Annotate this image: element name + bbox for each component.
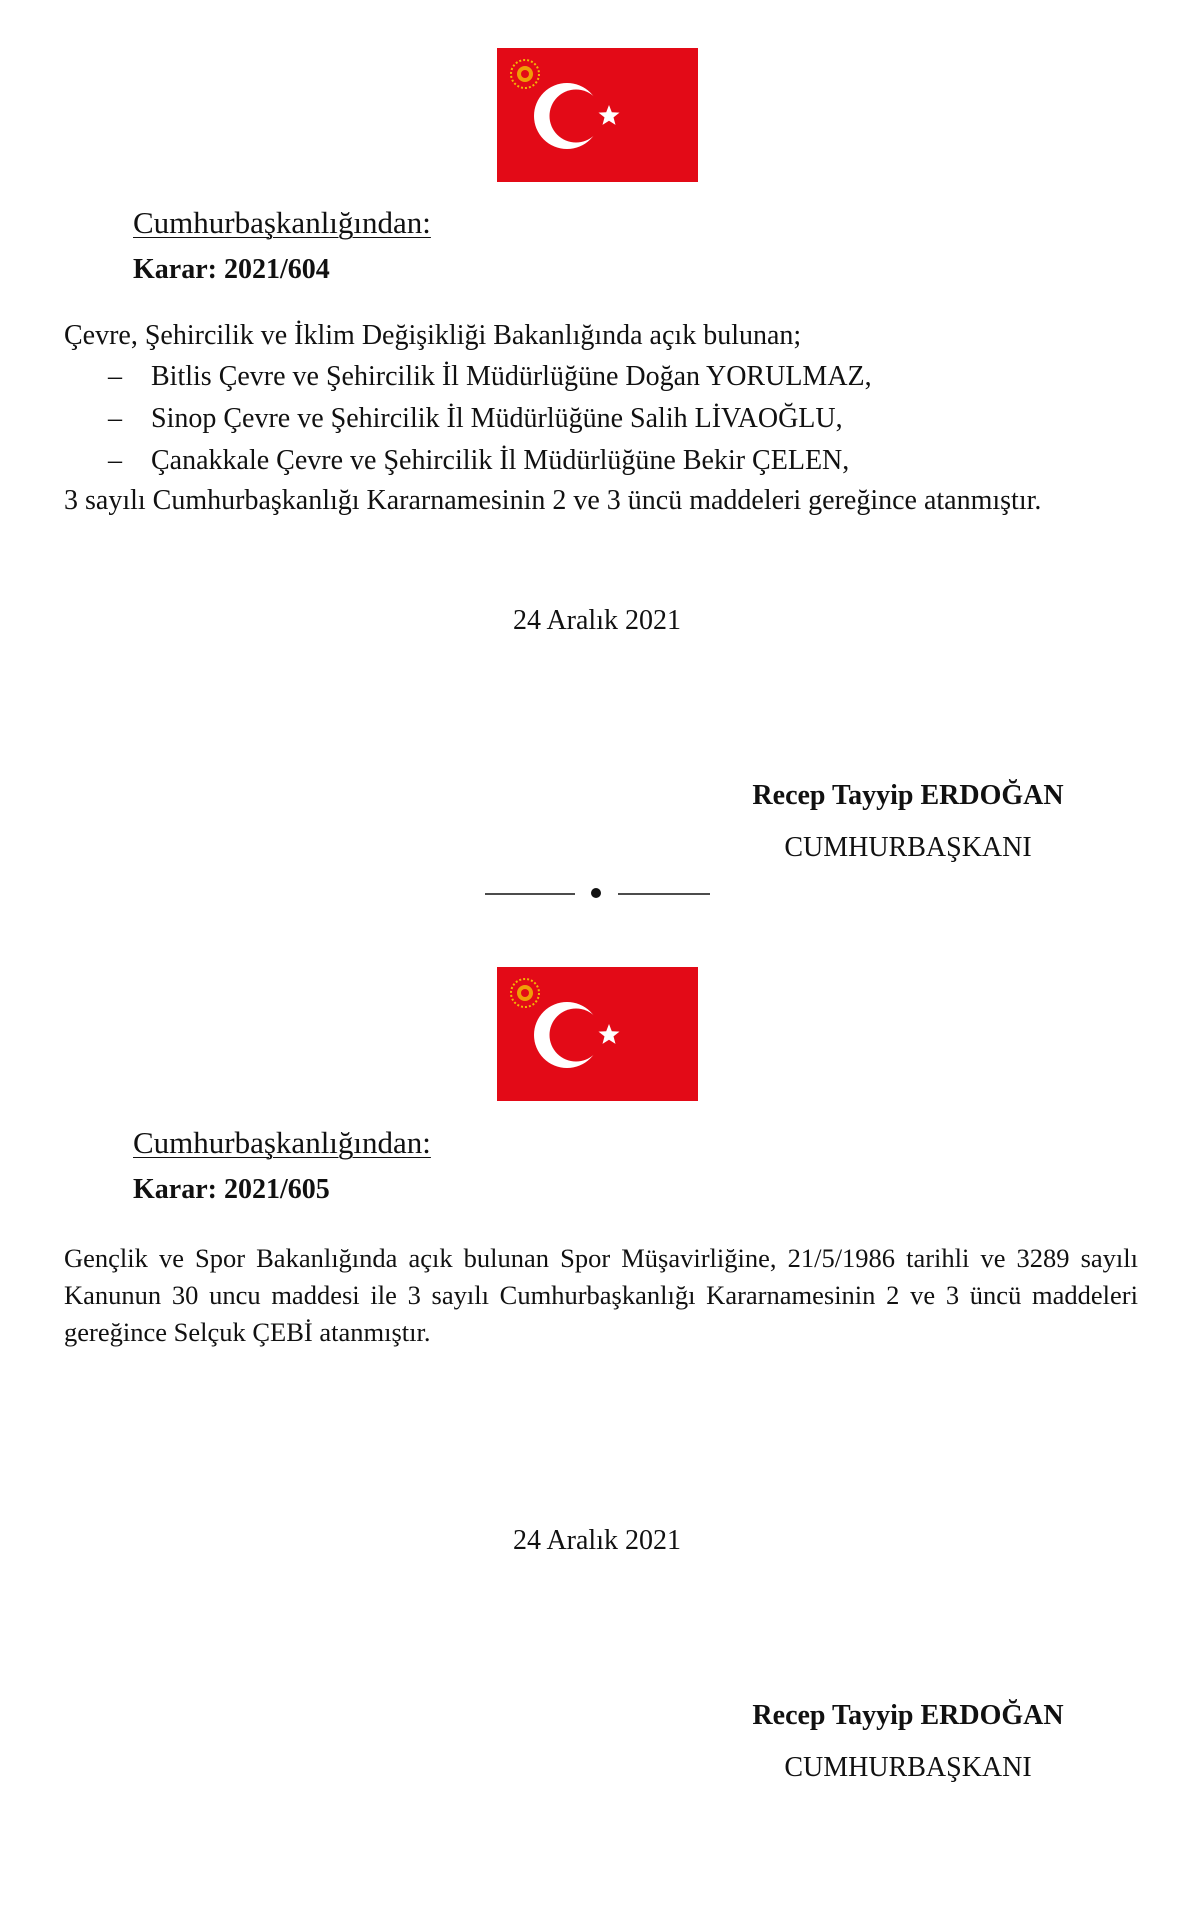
decision-2-body: Gençlik ve Spor Bakanlığında açık bulunan Spor Müşavirliğine, 21/5/1986 tarihli ve 3289 sayılı Kanunun 30 uncu maddesi ile 3 sayılı Cumhurbaşkanlığı Kararnamesinin 2 ve 3 üncü maddeleri gereğince Selçuk ÇEBİ atanmıştır. <box>64 1243 1138 1347</box>
list-dash: – <box>108 361 122 392</box>
decision-2-date: 24 Aralık 2021 <box>513 1525 681 1556</box>
section-separator <box>483 878 713 908</box>
list-item-text: Çanakkale Çevre ve Şehircilik İl Müdürlüğüne Bekir ÇELEN, <box>151 445 850 476</box>
decision-2-heading: Cumhurbaşkanlığından: <box>133 1125 431 1160</box>
decision-1-intro: Çevre, Şehircilik ve İklim Değişikliği Bakanlığında açık bulunan; <box>64 320 802 351</box>
list-item <box>108 361 872 393</box>
presidential-flag <box>497 48 698 182</box>
list-item <box>108 445 849 477</box>
decision-1-signer-title: CUMHURBAŞKANI <box>784 832 1032 863</box>
decision-2-signer-title: CUMHURBAŞKANI <box>784 1752 1032 1783</box>
decision-2-signer: Recep Tayyip ERDOĞAN <box>752 1700 1064 1731</box>
presidential-flag <box>497 967 698 1101</box>
list-item <box>108 403 843 435</box>
decision-1-signer: Recep Tayyip ERDOĞAN <box>752 780 1064 811</box>
list-dash: – <box>108 403 122 434</box>
decision-2-number: Karar: 2021/605 <box>133 1174 330 1205</box>
decision-1-date: 24 Aralık 2021 <box>513 605 681 636</box>
decision-1-number: Karar: 2021/604 <box>133 254 330 285</box>
decision-1-closing: 3 sayılı Cumhurbaşkanlığı Kararnamesinin 2 ve 3 üncü maddeleri gereğince atanmıştır. <box>64 485 1042 516</box>
decision-1-heading: Cumhurbaşkanlığından: <box>133 205 431 240</box>
list-item-text: Bitlis Çevre ve Şehircilik İl Müdürlüğüne Doğan YORULMAZ, <box>151 361 872 392</box>
list-dash: – <box>108 445 122 476</box>
list-item-text: Sinop Çevre ve Şehircilik İl Müdürlüğüne Salih LİVAOĞLU, <box>151 403 843 434</box>
